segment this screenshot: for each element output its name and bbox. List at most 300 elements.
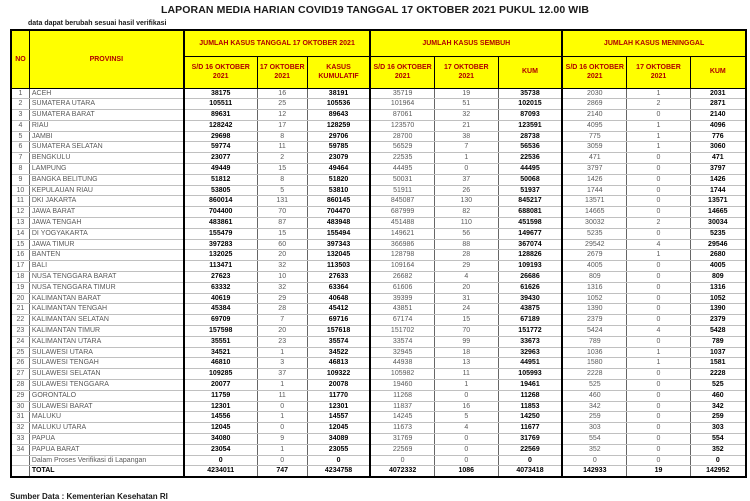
cell-meninggal-17okt: 0 — [627, 153, 690, 164]
cell-province: SULAWESI UTARA — [29, 347, 183, 358]
cell-no: 26 — [11, 358, 29, 369]
cell-sembuh-17okt: 51 — [434, 99, 498, 110]
cell-meninggal-17okt: 0 — [627, 455, 690, 466]
cell-sembuh-kum: 123591 — [498, 120, 562, 131]
table-row — [11, 196, 746, 207]
cell-meninggal-17okt: 0 — [627, 293, 690, 304]
cell-no: 21 — [11, 304, 29, 315]
cell-sembuh-sd16: 44495 — [370, 164, 434, 175]
cell-meninggal-sd16: 1036 — [562, 347, 627, 358]
table-row — [11, 412, 746, 423]
cell-kasus-kumulatif: 46813 — [307, 358, 370, 369]
cell-sembuh-sd16: 50031 — [370, 174, 434, 185]
table-row — [11, 380, 746, 391]
header-sembuh-17okt: 17 OKTOBER 2021 — [434, 56, 498, 88]
cell-province: Dalam Proses Verifikasi di Lapangan — [29, 455, 183, 466]
cell-province: JAWA TIMUR — [29, 239, 183, 250]
cell-province: KALIMANTAN SELATAN — [29, 315, 183, 326]
cell-sembuh-17okt: 1 — [434, 153, 498, 164]
header-meninggal-kum: KUM — [690, 56, 746, 88]
cell-kasus-kumulatif: 89643 — [307, 110, 370, 121]
header-provinsi: PROVINSI — [29, 30, 183, 88]
cell-meninggal-sd16: 460 — [562, 390, 627, 401]
cell-sembuh-kum: 102015 — [498, 99, 562, 110]
cell-sembuh-17okt: 37 — [434, 174, 498, 185]
cell-province: JAWA BARAT — [29, 207, 183, 218]
header-meninggal-sd16: S/D 16 OKTOBER 2021 — [562, 56, 627, 88]
cell-sembuh-sd16: 366986 — [370, 239, 434, 250]
cell-sembuh-kum: 56536 — [498, 142, 562, 153]
cell-sembuh-kum: 32963 — [498, 347, 562, 358]
cell-meninggal-sd16: 3059 — [562, 142, 627, 153]
cell-meninggal-17okt: 2 — [627, 218, 690, 229]
cell-meninggal-sd16: 789 — [562, 336, 627, 347]
cell-meninggal-17okt: 1 — [627, 88, 690, 99]
cell-no — [11, 466, 29, 477]
cell-meninggal-17okt: 0 — [627, 272, 690, 283]
cell-meninggal-kum: 809 — [690, 272, 746, 283]
cell-kasus-17okt: 70 — [257, 207, 307, 218]
cell-kasus-kumulatif: 40648 — [307, 293, 370, 304]
cell-sembuh-sd16: 0 — [370, 455, 434, 466]
cell-sembuh-17okt: 24 — [434, 304, 498, 315]
cell-sembuh-17okt: 20 — [434, 282, 498, 293]
cell-sembuh-kum: 61626 — [498, 282, 562, 293]
cell-sembuh-sd16: 845087 — [370, 196, 434, 207]
cell-kasus-sd16: 34080 — [184, 434, 258, 445]
cell-sembuh-sd16: 33574 — [370, 336, 434, 347]
cell-meninggal-kum: 2379 — [690, 315, 746, 326]
cell-meninggal-kum: 1581 — [690, 358, 746, 369]
cell-meninggal-17okt: 1 — [627, 358, 690, 369]
cell-province: SULAWESI SELATAN — [29, 369, 183, 380]
cell-sembuh-kum: 149677 — [498, 228, 562, 239]
table-row — [11, 250, 746, 261]
cell-meninggal-sd16: 4005 — [562, 261, 627, 272]
cell-sembuh-sd16: 51911 — [370, 185, 434, 196]
cell-kasus-kumulatif: 34522 — [307, 347, 370, 358]
cell-no: 6 — [11, 142, 29, 153]
table-row — [11, 358, 746, 369]
cell-meninggal-sd16: 1052 — [562, 293, 627, 304]
cell-meninggal-kum: 2871 — [690, 99, 746, 110]
cell-kasus-kumulatif: 113503 — [307, 261, 370, 272]
cell-meninggal-17okt: 0 — [627, 110, 690, 121]
cell-kasus-sd16: 14556 — [184, 412, 258, 423]
cell-kasus-17okt: 15 — [257, 164, 307, 175]
cell-sembuh-kum: 44495 — [498, 164, 562, 175]
cell-sembuh-kum: 0 — [498, 455, 562, 466]
cell-meninggal-sd16: 2869 — [562, 99, 627, 110]
cell-kasus-sd16: 11759 — [184, 390, 258, 401]
cell-kasus-17okt: 0 — [257, 423, 307, 434]
cell-kasus-17okt: 3 — [257, 358, 307, 369]
cell-kasus-17okt: 28 — [257, 304, 307, 315]
covid-report-table — [10, 29, 747, 478]
total-row — [11, 466, 746, 477]
cell-sembuh-sd16: 11673 — [370, 423, 434, 434]
cell-no: 22 — [11, 315, 29, 326]
cell-sembuh-sd16: 14245 — [370, 412, 434, 423]
cell-sembuh-17okt: 1 — [434, 380, 498, 391]
cell-sembuh-kum: 26686 — [498, 272, 562, 283]
cell-sembuh-17okt: 16 — [434, 401, 498, 412]
cell-sembuh-kum: 4073418 — [498, 466, 562, 477]
table-row — [11, 174, 746, 185]
cell-kasus-17okt: 11 — [257, 142, 307, 153]
cell-sembuh-17okt: 26 — [434, 185, 498, 196]
cell-meninggal-17okt: 0 — [627, 423, 690, 434]
cell-sembuh-sd16: 11837 — [370, 401, 434, 412]
cell-meninggal-sd16: 2140 — [562, 110, 627, 121]
cell-kasus-sd16: 34521 — [184, 347, 258, 358]
cell-meninggal-sd16: 525 — [562, 380, 627, 391]
cell-sembuh-17okt: 1086 — [434, 466, 498, 477]
cell-province: GORONTALO — [29, 390, 183, 401]
data-source: Sumber Data : Kementerian Kesehatan RI — [10, 492, 168, 501]
cell-meninggal-kum: 1426 — [690, 174, 746, 185]
cell-kasus-kumulatif: 27633 — [307, 272, 370, 283]
cell-sembuh-17okt: 4 — [434, 423, 498, 434]
cell-kasus-kumulatif: 35574 — [307, 336, 370, 347]
cell-no: 8 — [11, 164, 29, 175]
cell-sembuh-17okt: 21 — [434, 120, 498, 131]
table-row — [11, 228, 746, 239]
cell-province: SUMATERA BARAT — [29, 110, 183, 121]
cell-kasus-17okt: 10 — [257, 272, 307, 283]
cell-meninggal-sd16: 13571 — [562, 196, 627, 207]
table-row — [11, 261, 746, 272]
cell-meninggal-kum: 3797 — [690, 164, 746, 175]
header-group-kasus: JUMLAH KASUS TANGGAL 17 OKTOBER 2021 — [184, 30, 371, 56]
cell-meninggal-kum: 2680 — [690, 250, 746, 261]
cell-kasus-sd16: 109285 — [184, 369, 258, 380]
cell-sembuh-kum: 11677 — [498, 423, 562, 434]
cell-province: JAMBI — [29, 131, 183, 142]
cell-sembuh-kum: 688081 — [498, 207, 562, 218]
cell-province: BENGKULU — [29, 153, 183, 164]
cell-meninggal-kum: 352 — [690, 444, 746, 455]
cell-no: 18 — [11, 272, 29, 283]
cell-sembuh-17okt: 0 — [434, 164, 498, 175]
cell-kasus-kumulatif: 483948 — [307, 218, 370, 229]
table-row — [11, 218, 746, 229]
cell-kasus-kumulatif: 12301 — [307, 401, 370, 412]
cell-kasus-sd16: 4234011 — [184, 466, 258, 477]
cell-sembuh-kum: 11268 — [498, 390, 562, 401]
cell-sembuh-17okt: 0 — [434, 390, 498, 401]
cell-meninggal-sd16: 2228 — [562, 369, 627, 380]
cell-meninggal-kum: 142952 — [690, 466, 746, 477]
page-title: LAPORAN MEDIA HARIAN COVID19 TANGGAL 17 OKTOBER 2021 PUKUL 12.00 WIB — [160, 4, 590, 16]
cell-kasus-sd16: 46810 — [184, 358, 258, 369]
cell-province: BANGKA BELITUNG — [29, 174, 183, 185]
cell-province: SUMATERA SELATAN — [29, 142, 183, 153]
cell-no: 20 — [11, 293, 29, 304]
cell-province: KALIMANTAN BARAT — [29, 293, 183, 304]
cell-meninggal-kum: 0 — [690, 455, 746, 466]
cell-kasus-kumulatif: 34089 — [307, 434, 370, 445]
cell-kasus-17okt: 8 — [257, 174, 307, 185]
cell-sembuh-kum: 151772 — [498, 326, 562, 337]
cell-sembuh-kum: 451598 — [498, 218, 562, 229]
cell-meninggal-kum: 2228 — [690, 369, 746, 380]
cell-kasus-17okt: 1 — [257, 347, 307, 358]
cell-sembuh-kum: 33673 — [498, 336, 562, 347]
cell-kasus-sd16: 69709 — [184, 315, 258, 326]
cell-sembuh-17okt: 28 — [434, 250, 498, 261]
cell-kasus-sd16: 12301 — [184, 401, 258, 412]
cell-no: 17 — [11, 261, 29, 272]
cell-sembuh-sd16: 101964 — [370, 99, 434, 110]
header-kasus-kumulatif: KASUS KUMULATIF — [307, 56, 370, 88]
cell-kasus-17okt: 29 — [257, 293, 307, 304]
cell-meninggal-17okt: 0 — [627, 390, 690, 401]
cell-kasus-17okt: 1 — [257, 444, 307, 455]
cell-sembuh-kum: 67189 — [498, 315, 562, 326]
verification-note: data dapat berubah sesuai hasil verifikasi — [28, 20, 167, 27]
cell-meninggal-kum: 4096 — [690, 120, 746, 131]
cell-sembuh-kum: 31769 — [498, 434, 562, 445]
cell-meninggal-sd16: 259 — [562, 412, 627, 423]
table-row — [11, 304, 746, 315]
cell-no: 4 — [11, 120, 29, 131]
cell-sembuh-kum: 35738 — [498, 88, 562, 99]
cell-meninggal-kum: 3060 — [690, 142, 746, 153]
cell-kasus-kumulatif: 59785 — [307, 142, 370, 153]
cell-meninggal-sd16: 775 — [562, 131, 627, 142]
table-row — [11, 293, 746, 304]
cell-no: 16 — [11, 250, 29, 261]
cell-sembuh-sd16: 67174 — [370, 315, 434, 326]
cell-kasus-kumulatif: 109322 — [307, 369, 370, 380]
cell-no: 7 — [11, 153, 29, 164]
cell-no: 3 — [11, 110, 29, 121]
cell-sembuh-17okt: 0 — [434, 455, 498, 466]
cell-meninggal-kum: 13571 — [690, 196, 746, 207]
table-row — [11, 131, 746, 142]
cell-meninggal-sd16: 14665 — [562, 207, 627, 218]
cell-meninggal-17okt: 1 — [627, 120, 690, 131]
cell-sembuh-sd16: 123570 — [370, 120, 434, 131]
cell-kasus-17okt: 0 — [257, 455, 307, 466]
table-body — [11, 88, 746, 477]
cell-sembuh-sd16: 19460 — [370, 380, 434, 391]
cell-no: 29 — [11, 390, 29, 401]
cell-kasus-sd16: 63332 — [184, 282, 258, 293]
cell-sembuh-kum: 128826 — [498, 250, 562, 261]
cell-sembuh-kum: 22569 — [498, 444, 562, 455]
cell-kasus-kumulatif: 704470 — [307, 207, 370, 218]
cell-sembuh-kum: 109193 — [498, 261, 562, 272]
cell-sembuh-17okt: 38 — [434, 131, 498, 142]
cell-kasus-sd16: 157598 — [184, 326, 258, 337]
cell-kasus-sd16: 27623 — [184, 272, 258, 283]
cell-sembuh-17okt: 4 — [434, 272, 498, 283]
cell-province: MALUKU UTARA — [29, 423, 183, 434]
cell-sembuh-17okt: 70 — [434, 326, 498, 337]
cell-province: SULAWESI BARAT — [29, 401, 183, 412]
cell-sembuh-kum: 43875 — [498, 304, 562, 315]
cell-meninggal-sd16: 3797 — [562, 164, 627, 175]
cell-sembuh-17okt: 15 — [434, 315, 498, 326]
cell-province: DKI JAKARTA — [29, 196, 183, 207]
cell-kasus-sd16: 49449 — [184, 164, 258, 175]
cell-sembuh-17okt: 0 — [434, 444, 498, 455]
cell-kasus-kumulatif: 69716 — [307, 315, 370, 326]
table-row — [11, 207, 746, 218]
cell-no: 34 — [11, 444, 29, 455]
cell-kasus-kumulatif: 4234758 — [307, 466, 370, 477]
cell-sembuh-sd16: 35719 — [370, 88, 434, 99]
cell-meninggal-17okt: 1 — [627, 250, 690, 261]
cell-meninggal-17okt: 0 — [627, 207, 690, 218]
cell-meninggal-sd16: 352 — [562, 444, 627, 455]
cell-province: BALI — [29, 261, 183, 272]
cell-sembuh-sd16: 451488 — [370, 218, 434, 229]
cell-meninggal-17okt: 0 — [627, 164, 690, 175]
table-row — [11, 110, 746, 121]
cell-kasus-17okt: 11 — [257, 390, 307, 401]
cell-kasus-sd16: 38175 — [184, 88, 258, 99]
cell-kasus-17okt: 37 — [257, 369, 307, 380]
cell-kasus-17okt: 15 — [257, 228, 307, 239]
cell-kasus-kumulatif: 155494 — [307, 228, 370, 239]
cell-meninggal-sd16: 5424 — [562, 326, 627, 337]
cell-kasus-sd16: 113471 — [184, 261, 258, 272]
cell-meninggal-17okt: 0 — [627, 228, 690, 239]
cell-kasus-sd16: 59774 — [184, 142, 258, 153]
cell-kasus-17okt: 20 — [257, 326, 307, 337]
table-row — [11, 369, 746, 380]
cell-sembuh-17okt: 13 — [434, 358, 498, 369]
cell-meninggal-17okt: 0 — [627, 369, 690, 380]
cell-kasus-kumulatif: 860145 — [307, 196, 370, 207]
cell-sembuh-17okt: 0 — [434, 434, 498, 445]
cell-kasus-17okt: 1 — [257, 380, 307, 391]
cell-province: SULAWESI TENGAH — [29, 358, 183, 369]
cell-meninggal-kum: 5235 — [690, 228, 746, 239]
table-row — [11, 88, 746, 99]
cell-kasus-sd16: 704400 — [184, 207, 258, 218]
cell-kasus-kumulatif: 128259 — [307, 120, 370, 131]
cell-sembuh-kum: 50068 — [498, 174, 562, 185]
cell-sembuh-17okt: 29 — [434, 261, 498, 272]
cell-sembuh-17okt: 56 — [434, 228, 498, 239]
cell-kasus-17okt: 1 — [257, 412, 307, 423]
cell-kasus-sd16: 89631 — [184, 110, 258, 121]
cell-sembuh-sd16: 11268 — [370, 390, 434, 401]
cell-meninggal-17okt: 0 — [627, 261, 690, 272]
cell-kasus-kumulatif: 11770 — [307, 390, 370, 401]
cell-province: NUSA TENGGARA BARAT — [29, 272, 183, 283]
cell-meninggal-17okt: 2 — [627, 99, 690, 110]
table-row — [11, 390, 746, 401]
cell-sembuh-sd16: 687999 — [370, 207, 434, 218]
cell-sembuh-17okt: 5 — [434, 412, 498, 423]
cell-kasus-sd16: 128242 — [184, 120, 258, 131]
cell-meninggal-kum: 1390 — [690, 304, 746, 315]
cell-meninggal-17okt: 0 — [627, 336, 690, 347]
cell-kasus-kumulatif: 23055 — [307, 444, 370, 455]
cell-province: KEPULAUAN RIAU — [29, 185, 183, 196]
cell-province: LAMPUNG — [29, 164, 183, 175]
cell-no: 2 — [11, 99, 29, 110]
cell-kasus-kumulatif: 132045 — [307, 250, 370, 261]
cell-kasus-sd16: 0 — [184, 455, 258, 466]
cell-kasus-sd16: 35551 — [184, 336, 258, 347]
cell-kasus-sd16: 51812 — [184, 174, 258, 185]
cell-sembuh-17okt: 19 — [434, 88, 498, 99]
table-header — [11, 30, 746, 88]
cell-meninggal-sd16: 5235 — [562, 228, 627, 239]
cell-kasus-sd16: 53805 — [184, 185, 258, 196]
cell-meninggal-sd16: 303 — [562, 423, 627, 434]
cell-no: 30 — [11, 401, 29, 412]
cell-meninggal-sd16: 0 — [562, 455, 627, 466]
cell-kasus-17okt: 17 — [257, 120, 307, 131]
cell-sembuh-17okt: 130 — [434, 196, 498, 207]
cell-meninggal-kum: 30034 — [690, 218, 746, 229]
cell-kasus-17okt: 20 — [257, 250, 307, 261]
header-no: NO — [11, 30, 29, 88]
cell-meninggal-17okt: 0 — [627, 185, 690, 196]
cell-meninggal-sd16: 4095 — [562, 120, 627, 131]
cell-no: 32 — [11, 423, 29, 434]
cell-kasus-kumulatif: 45412 — [307, 304, 370, 315]
cell-province: ACEH — [29, 88, 183, 99]
cell-kasus-sd16: 860014 — [184, 196, 258, 207]
cell-no: 31 — [11, 412, 29, 423]
cell-no: 24 — [11, 336, 29, 347]
cell-sembuh-sd16: 22569 — [370, 444, 434, 455]
cell-kasus-kumulatif: 397343 — [307, 239, 370, 250]
cell-meninggal-kum: 259 — [690, 412, 746, 423]
cell-meninggal-17okt: 0 — [627, 412, 690, 423]
table-row — [11, 336, 746, 347]
cell-no: 13 — [11, 218, 29, 229]
cell-sembuh-sd16: 87061 — [370, 110, 434, 121]
cell-kasus-kumulatif: 0 — [307, 455, 370, 466]
cell-meninggal-kum: 342 — [690, 401, 746, 412]
cell-kasus-17okt: 7 — [257, 315, 307, 326]
cell-sembuh-sd16: 151702 — [370, 326, 434, 337]
table-row — [11, 434, 746, 445]
cell-sembuh-17okt: 99 — [434, 336, 498, 347]
cell-meninggal-kum: 471 — [690, 153, 746, 164]
cell-meninggal-17okt: 0 — [627, 401, 690, 412]
cell-meninggal-sd16: 2379 — [562, 315, 627, 326]
cell-kasus-kumulatif: 29706 — [307, 131, 370, 142]
table-row — [11, 444, 746, 455]
cell-meninggal-sd16: 1744 — [562, 185, 627, 196]
cell-meninggal-kum: 789 — [690, 336, 746, 347]
cell-meninggal-kum: 525 — [690, 380, 746, 391]
cell-no: 19 — [11, 282, 29, 293]
cell-meninggal-sd16: 471 — [562, 153, 627, 164]
cell-sembuh-kum: 367074 — [498, 239, 562, 250]
cell-sembuh-sd16: 149621 — [370, 228, 434, 239]
cell-meninggal-17okt: 0 — [627, 434, 690, 445]
cell-meninggal-kum: 1052 — [690, 293, 746, 304]
cell-no: 25 — [11, 347, 29, 358]
cell-sembuh-sd16: 105982 — [370, 369, 434, 380]
cell-kasus-17okt: 23 — [257, 336, 307, 347]
cell-meninggal-17okt: 19 — [627, 466, 690, 477]
cell-meninggal-kum: 460 — [690, 390, 746, 401]
header-group-sembuh: JUMLAH KASUS SEMBUH — [370, 30, 562, 56]
cell-meninggal-sd16: 1426 — [562, 174, 627, 185]
